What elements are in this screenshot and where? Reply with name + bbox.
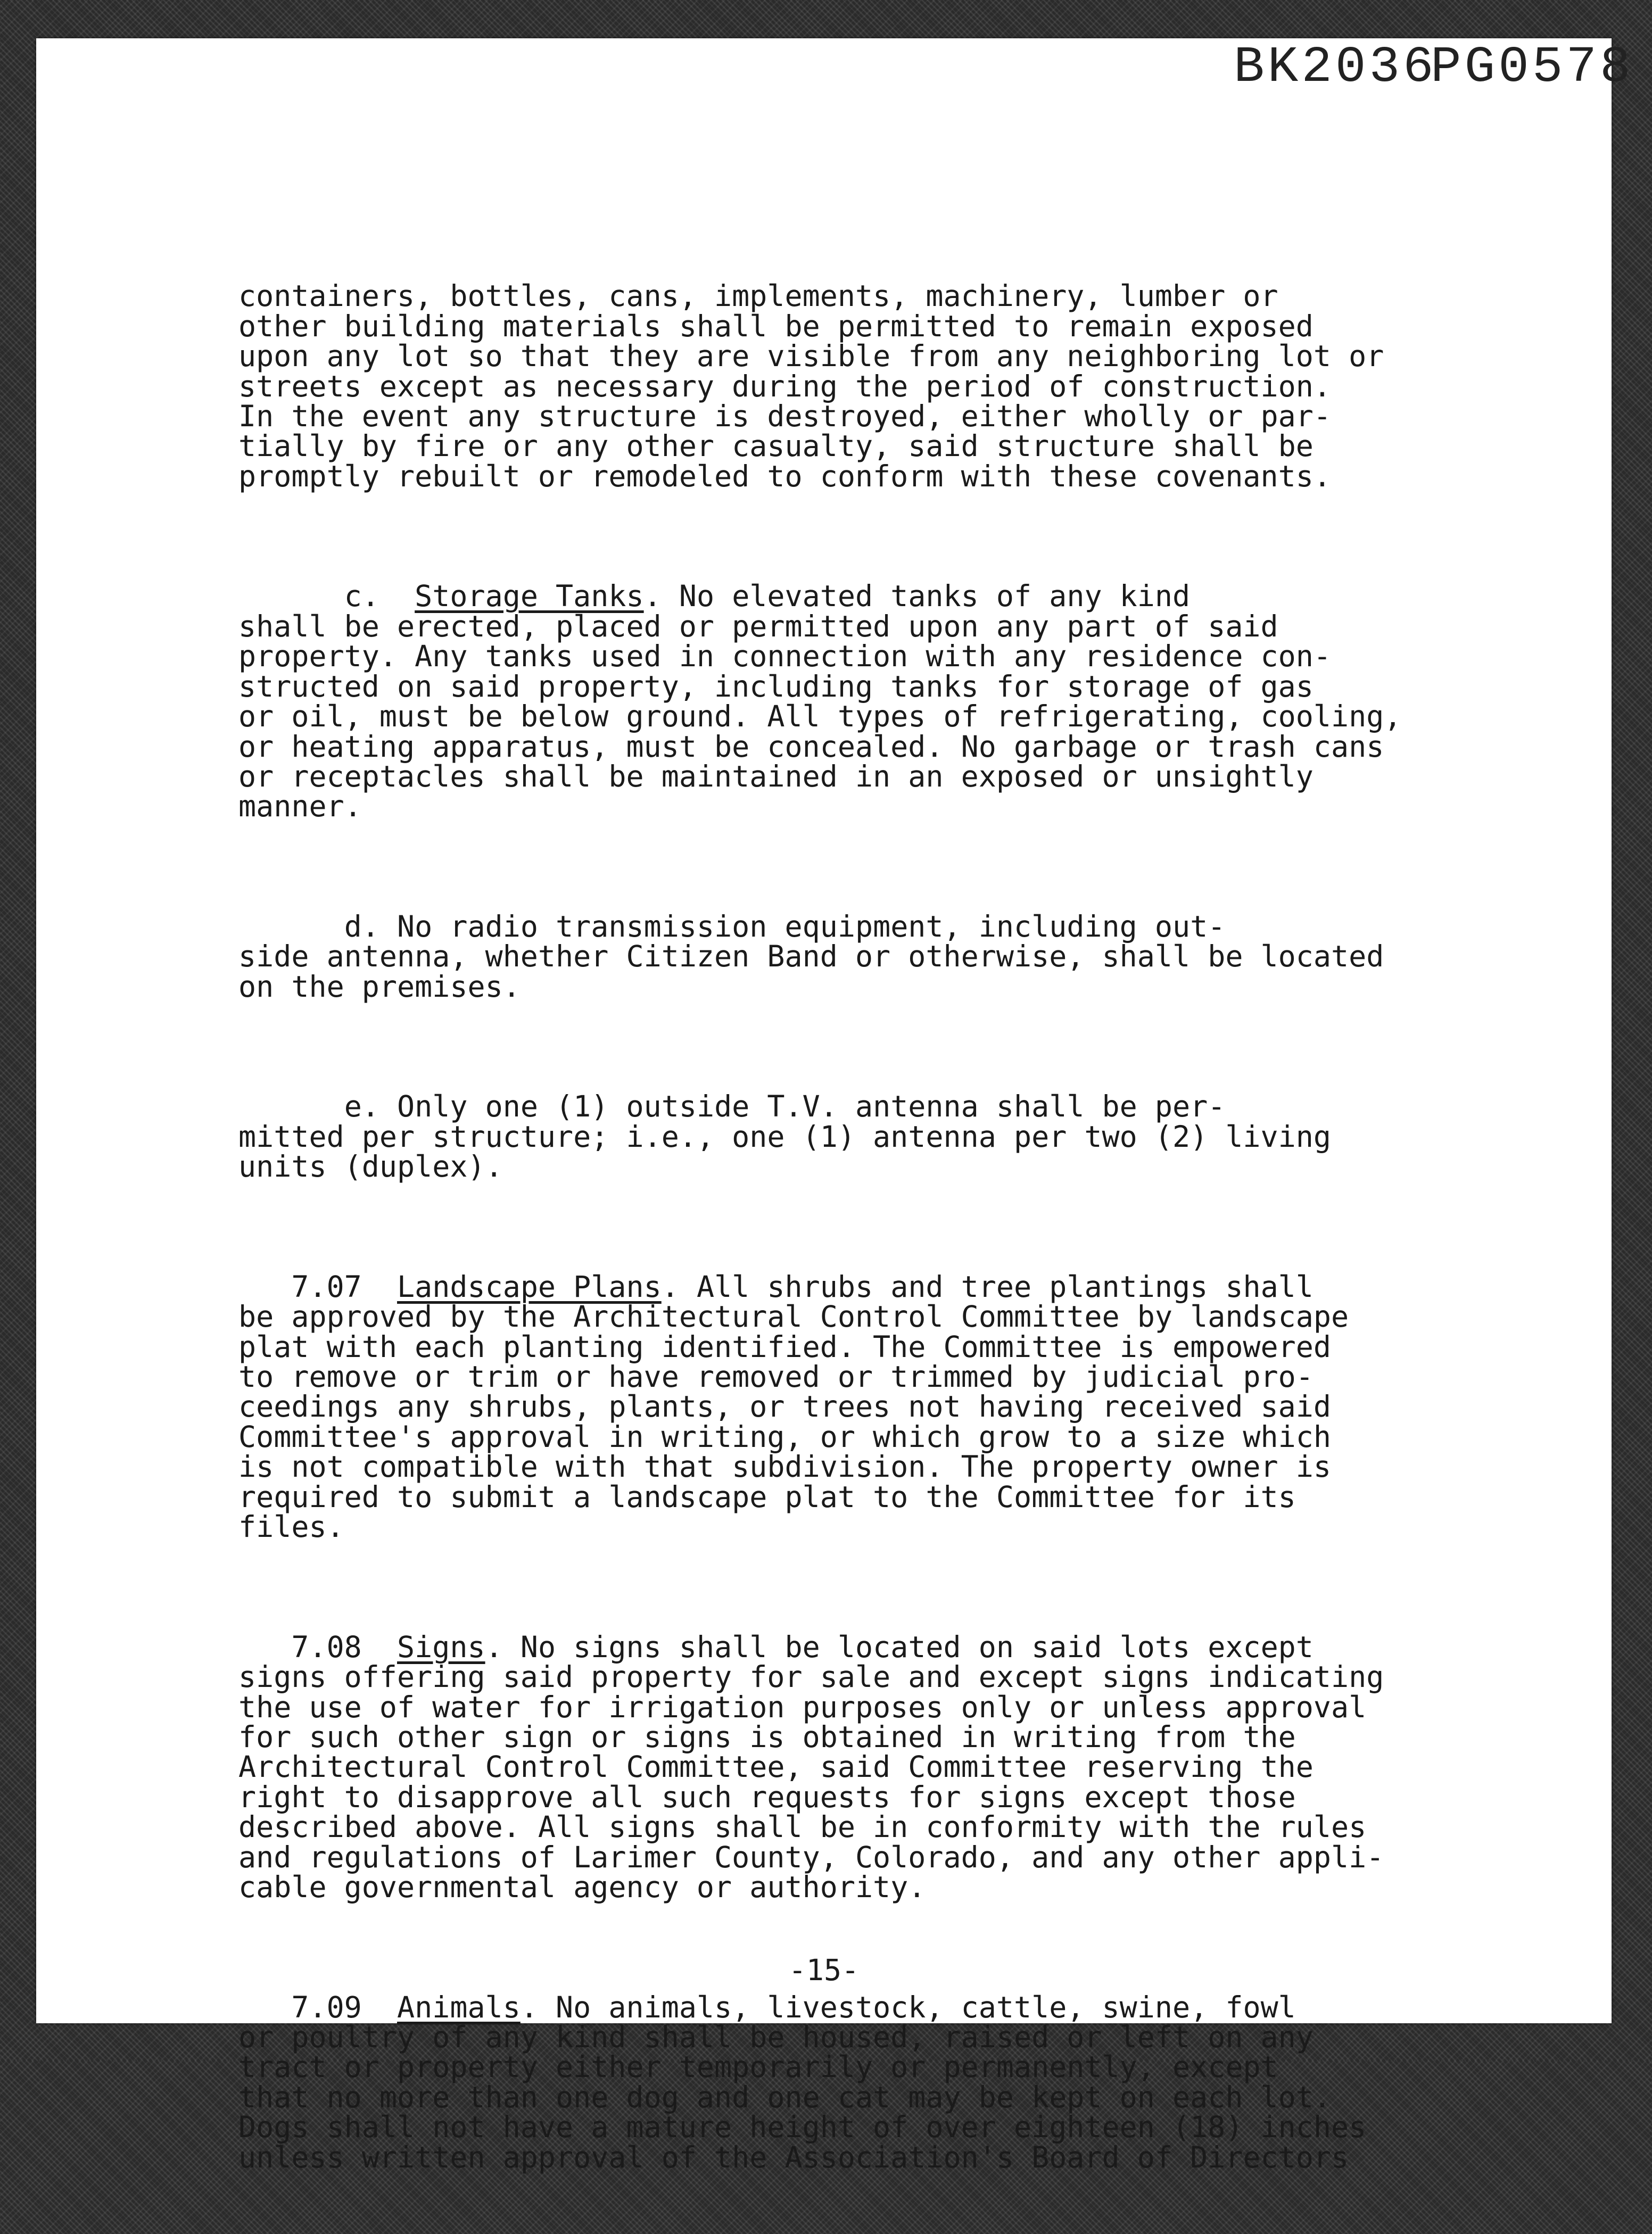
text-line: mitted per structure; i.e., one (1) antenna per two (2) living [238,1119,1331,1154]
text-run: Only one (1) outside T.V. antenna shall be per- [379,1089,1226,1124]
text-line [238,909,1516,944]
text-run: No radio transmission equipment, including out- [379,909,1226,944]
section-label: 7.08 [291,1629,362,1664]
text-line [238,1089,1516,1124]
text-line: units (duplex). [238,1149,503,1184]
text-line: be approved by the Architectural Control Committee by landscape [238,1300,1349,1334]
text-line: Committee's approval in writing, or which grow to a size which [238,1419,1331,1454]
text-line: manner. [238,789,362,824]
document-page [36,38,1634,2174]
section-7-08-signs [238,1629,1516,1904]
text-line: structed on said property, including tanks for storage of gas [238,669,1314,704]
text-line: streets except as necessary during the period of construction. [238,369,1331,403]
text-line: that no more than one dog and one cat may be kept on each lot. [238,2080,1331,2114]
text-line: files. [238,1510,344,1544]
section-title: Animals [397,1990,521,2024]
text-line: or heating apparatus, must be concealed. No garbage or trash cans [238,729,1384,764]
text-line: Dogs shall not have a mature height of over eighteen (18) inches [238,2110,1367,2145]
text-run: . No elevated tanks of any kind [643,579,1191,614]
section-label: c. [344,579,379,614]
section-e-tv-antenna [238,1089,1516,1184]
section-title: Landscape Plans [397,1269,662,1304]
text-line: right to disapprove all such requests for signs except those [238,1780,1296,1814]
page-number: -15- [788,1953,860,1987]
text-line: or poultry of any kind shall be housed, raised or left on any [238,2020,1314,2054]
paragraph-spacer [238,1212,1516,1242]
section-label: 7.09 [291,1990,362,2024]
section-c-storage-tanks [238,579,1516,824]
text-line: described above. All signs shall be in conformity with the rules [238,1810,1367,1844]
text-run: . All shrubs and tree plantings shall [661,1269,1314,1304]
section-label: e. [344,1089,379,1124]
text-line: In the event any structure is destroyed, either wholly or par- [238,399,1331,434]
text-line: signs offering said property for sale and except signs indicating [238,1660,1384,1694]
section-d-radio-equipment [238,909,1516,1004]
section-label: d. [344,909,379,944]
section-label: 7.07 [291,1269,362,1304]
book-number: BK2036 [1234,38,1437,96]
text-line: Architectural Control Committee, said Committee reserving the [238,1750,1314,1784]
text-line: shall be erected, placed or permitted upon any part of said [238,609,1278,643]
text-line: tially by fire or any other casualty, said structure shall be [238,429,1314,464]
continuation-paragraph [238,281,1516,491]
text-line: and regulations of Larimer County, Colorado, and any other appli- [238,1840,1384,1874]
recording-stamp [1218,38,1634,150]
text-line: required to submit a landscape plat to the Committee for its [238,1479,1296,1514]
text-line: to remove or trim or have removed or trimmed by judicial pro- [238,1360,1314,1394]
text-run: . No animals, livestock, cattle, swine, fowl [520,1990,1296,2024]
text-line: cable governmental agency or authority. [238,1869,926,1904]
text-run: . No signs shall be located on said lots except [485,1629,1314,1664]
section-title: Signs [397,1629,485,1664]
text-line: for such other sign or signs is obtained in writing from the [238,1719,1296,1754]
paragraph-spacer [238,1572,1516,1602]
document-body [238,251,1516,2232]
text-line [238,1992,1516,2022]
page-reference: PG0578 [1431,38,1634,96]
section-title: Storage Tanks [415,579,644,614]
text-line [238,1629,1516,1664]
text-line [238,579,1516,614]
text-line: on the premises. [238,969,521,1004]
text-line: property. Any tanks used in connection with any residence con- [238,639,1331,674]
text-line: promptly rebuilt or remodeled to conform with these covenants. [238,459,1331,493]
paragraph-spacer [238,851,1516,881]
text-line: or receptacles shall be maintained in an exposed or unsightly [238,759,1314,793]
section-7-09-animals [238,1992,1516,2172]
text-line: is not compatible with that subdivision. The property owner is [238,1450,1331,1484]
text-line: plat with each planting identified. The Committee is empowered [238,1329,1331,1364]
text-line: tract or property either temporarily or permanently, except [238,2050,1278,2084]
text-line: upon any lot so that they are visible from any neighboring lot or [238,339,1384,374]
text-line: the use of water for irrigation purposes only or unless approval [238,1690,1367,1724]
text-line: containers, bottles, cans, implements, machinery, lumber or [238,279,1278,313]
text-line: side antenna, whether Citizen Band or otherwise, shall be located [238,939,1384,974]
paragraph-spacer [238,522,1516,551]
text-line: unless written approval of the Association's Board of Directors [238,2140,1349,2174]
paragraph-spacer [238,1032,1516,1062]
text-line: other building materials shall be permitted to remain exposed [238,309,1314,343]
text-line: ceedings any shrubs, plants, or trees not having received said [238,1389,1331,1424]
text-line [238,1269,1516,1304]
text-line: or oil, must be below ground. All types of refrigerating, cooling, [238,699,1402,734]
section-7-07-landscape-plans [238,1269,1516,1544]
